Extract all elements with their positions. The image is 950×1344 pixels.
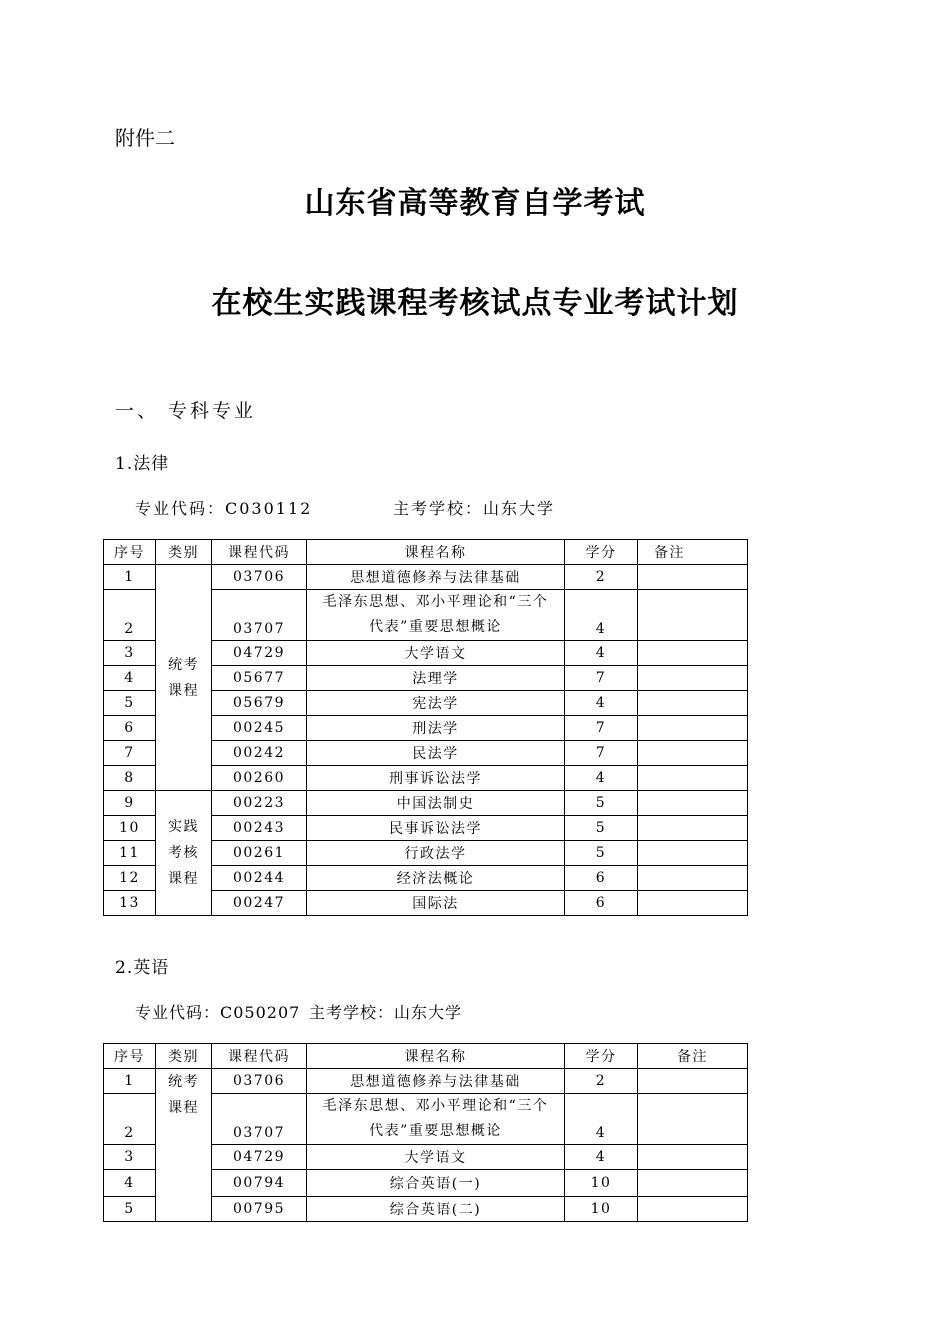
header-cell: 学分 bbox=[565, 540, 638, 565]
course-code: 05677 bbox=[212, 666, 307, 691]
course-name: 刑法学 bbox=[307, 716, 565, 741]
course-name: 国际法 bbox=[307, 891, 565, 916]
course-name: 中国法制史 bbox=[307, 791, 565, 816]
course-note bbox=[638, 1145, 748, 1170]
course-name: 民事诉讼法学 bbox=[307, 816, 565, 841]
course-credit: 4 bbox=[565, 641, 638, 666]
header-cell: 类别 bbox=[156, 540, 212, 565]
course-code: 00223 bbox=[212, 791, 307, 816]
row-number: 1 bbox=[104, 1069, 156, 1094]
course-credit: 6 bbox=[565, 866, 638, 891]
course-name bbox=[307, 590, 565, 641]
category-cell bbox=[156, 791, 212, 916]
header-cell: 学分 bbox=[565, 1044, 638, 1069]
row-number: 5 bbox=[104, 1197, 156, 1222]
course-credit: 4 bbox=[565, 691, 638, 716]
course-name: 法理学 bbox=[307, 666, 565, 691]
course-name bbox=[307, 1094, 565, 1145]
course-name: 综合英语(二) bbox=[307, 1197, 565, 1222]
course-code: 04729 bbox=[212, 641, 307, 666]
course-table-law bbox=[103, 539, 748, 916]
course-credit: 2 bbox=[565, 1069, 638, 1094]
table-header-row bbox=[104, 1044, 748, 1069]
course-code: 03706 bbox=[212, 1069, 307, 1094]
course-note bbox=[638, 1197, 748, 1222]
major-heading-english: 2.英语 bbox=[115, 958, 170, 978]
course-note bbox=[638, 716, 748, 741]
course-note bbox=[638, 741, 748, 766]
row-number: 6 bbox=[104, 716, 156, 741]
course-note bbox=[638, 766, 748, 791]
header-cell: 课程代码 bbox=[212, 1044, 307, 1069]
course-credit: 4 bbox=[565, 766, 638, 791]
category-text: 实践 bbox=[168, 819, 199, 835]
course-code: 03707 bbox=[212, 590, 307, 641]
major-school-english: 主考学校：山东大学 bbox=[309, 1003, 463, 1022]
course-note bbox=[638, 791, 748, 816]
course-note bbox=[638, 691, 748, 716]
header-cell: 备注 bbox=[638, 540, 748, 565]
row-number: 1 bbox=[104, 565, 156, 590]
row-number: 11 bbox=[104, 841, 156, 866]
course-note bbox=[638, 641, 748, 666]
row-number: 8 bbox=[104, 766, 156, 791]
course-note bbox=[638, 841, 748, 866]
category-text: 课程 bbox=[168, 871, 199, 887]
course-name-line1: 毛泽东思想、邓小平理论和“三个 bbox=[322, 594, 549, 610]
course-note bbox=[638, 1094, 748, 1145]
course-name: 综合英语(一) bbox=[307, 1170, 565, 1197]
header-cell: 序号 bbox=[104, 540, 156, 565]
document-title-line2: 在校生实践课程考核试点专业考试计划 bbox=[211, 286, 739, 321]
row-number: 3 bbox=[104, 1145, 156, 1170]
course-code: 00243 bbox=[212, 816, 307, 841]
course-code: 00795 bbox=[212, 1197, 307, 1222]
course-note bbox=[638, 816, 748, 841]
document-title-line1: 山东省高等教育自学考试 bbox=[304, 186, 646, 221]
course-credit: 2 bbox=[565, 565, 638, 590]
course-code: 00794 bbox=[212, 1170, 307, 1197]
row-number: 3 bbox=[104, 641, 156, 666]
course-note bbox=[638, 891, 748, 916]
course-note bbox=[638, 1170, 748, 1197]
course-code: 05679 bbox=[212, 691, 307, 716]
major-heading-law: 1.法律 bbox=[115, 454, 170, 474]
course-code: 00242 bbox=[212, 741, 307, 766]
course-credit: 7 bbox=[565, 741, 638, 766]
header-cell: 课程名称 bbox=[307, 1044, 565, 1069]
course-name: 刑事诉讼法学 bbox=[307, 766, 565, 791]
course-note bbox=[638, 666, 748, 691]
table-row bbox=[104, 565, 748, 590]
course-code: 04729 bbox=[212, 1145, 307, 1170]
category-text: 考核 bbox=[168, 845, 199, 861]
category-cell bbox=[156, 1069, 212, 1222]
row-number: 7 bbox=[104, 741, 156, 766]
course-note bbox=[638, 565, 748, 590]
major-school-law: 主考学校：山东大学 bbox=[393, 499, 556, 518]
course-name: 大学语文 bbox=[307, 1145, 565, 1170]
course-code: 00247 bbox=[212, 891, 307, 916]
row-number: 5 bbox=[104, 691, 156, 716]
course-credit: 7 bbox=[565, 666, 638, 691]
row-number: 9 bbox=[104, 791, 156, 816]
course-name-line2: 代表”重要思想概论 bbox=[369, 619, 502, 635]
course-name: 思想道德修养与法律基础 bbox=[307, 565, 565, 590]
course-credit: 10 bbox=[565, 1197, 638, 1222]
course-code: 00260 bbox=[212, 766, 307, 791]
header-cell: 备注 bbox=[638, 1044, 748, 1069]
category-text: 统考 bbox=[168, 1074, 199, 1090]
row-number: 2 bbox=[104, 1094, 156, 1145]
course-name: 行政法学 bbox=[307, 841, 565, 866]
course-note bbox=[638, 590, 748, 641]
course-note bbox=[638, 866, 748, 891]
course-credit: 4 bbox=[565, 1145, 638, 1170]
course-credit: 5 bbox=[565, 816, 638, 841]
row-number: 12 bbox=[104, 866, 156, 891]
course-name-line2: 代表”重要思想概论 bbox=[369, 1123, 502, 1139]
course-credit: 5 bbox=[565, 841, 638, 866]
attachment-label: 附件二 bbox=[115, 126, 175, 150]
course-name: 经济法概论 bbox=[307, 866, 565, 891]
course-code: 00261 bbox=[212, 841, 307, 866]
course-code: 03707 bbox=[212, 1094, 307, 1145]
course-name-line1: 毛泽东思想、邓小平理论和“三个 bbox=[322, 1098, 549, 1114]
table-row bbox=[104, 1069, 748, 1094]
course-note bbox=[638, 1069, 748, 1094]
row-number: 2 bbox=[104, 590, 156, 641]
course-name: 大学语文 bbox=[307, 641, 565, 666]
course-code: 00244 bbox=[212, 866, 307, 891]
course-name: 思想道德修养与法律基础 bbox=[307, 1069, 565, 1094]
row-number: 13 bbox=[104, 891, 156, 916]
course-name: 民法学 bbox=[307, 741, 565, 766]
header-cell: 类别 bbox=[156, 1044, 212, 1069]
category-text: 课程 bbox=[168, 1100, 199, 1116]
row-number: 4 bbox=[104, 666, 156, 691]
row-number: 10 bbox=[104, 816, 156, 841]
course-table-english bbox=[103, 1043, 748, 1222]
category-text: 统考 bbox=[168, 656, 199, 673]
header-cell: 序号 bbox=[104, 1044, 156, 1069]
course-credit: 10 bbox=[565, 1170, 638, 1197]
course-code: 03706 bbox=[212, 565, 307, 590]
category-text: 课程 bbox=[168, 682, 199, 699]
category-cell bbox=[156, 565, 212, 791]
course-credit: 4 bbox=[565, 1094, 638, 1145]
major-code-law: 专业代码：C030112 bbox=[135, 499, 313, 518]
table-row bbox=[104, 791, 748, 816]
header-cell: 课程名称 bbox=[307, 540, 565, 565]
row-number: 4 bbox=[104, 1170, 156, 1197]
header-cell: 课程代码 bbox=[212, 540, 307, 565]
table-header-row bbox=[104, 540, 748, 565]
course-name: 宪法学 bbox=[307, 691, 565, 716]
course-credit: 5 bbox=[565, 791, 638, 816]
major-code-english: 专业代码：C050207 bbox=[135, 1003, 301, 1022]
section-heading: 一、 专科专业 bbox=[115, 400, 257, 422]
course-credit: 4 bbox=[565, 590, 638, 641]
course-code: 00245 bbox=[212, 716, 307, 741]
course-credit: 7 bbox=[565, 716, 638, 741]
course-credit: 6 bbox=[565, 891, 638, 916]
